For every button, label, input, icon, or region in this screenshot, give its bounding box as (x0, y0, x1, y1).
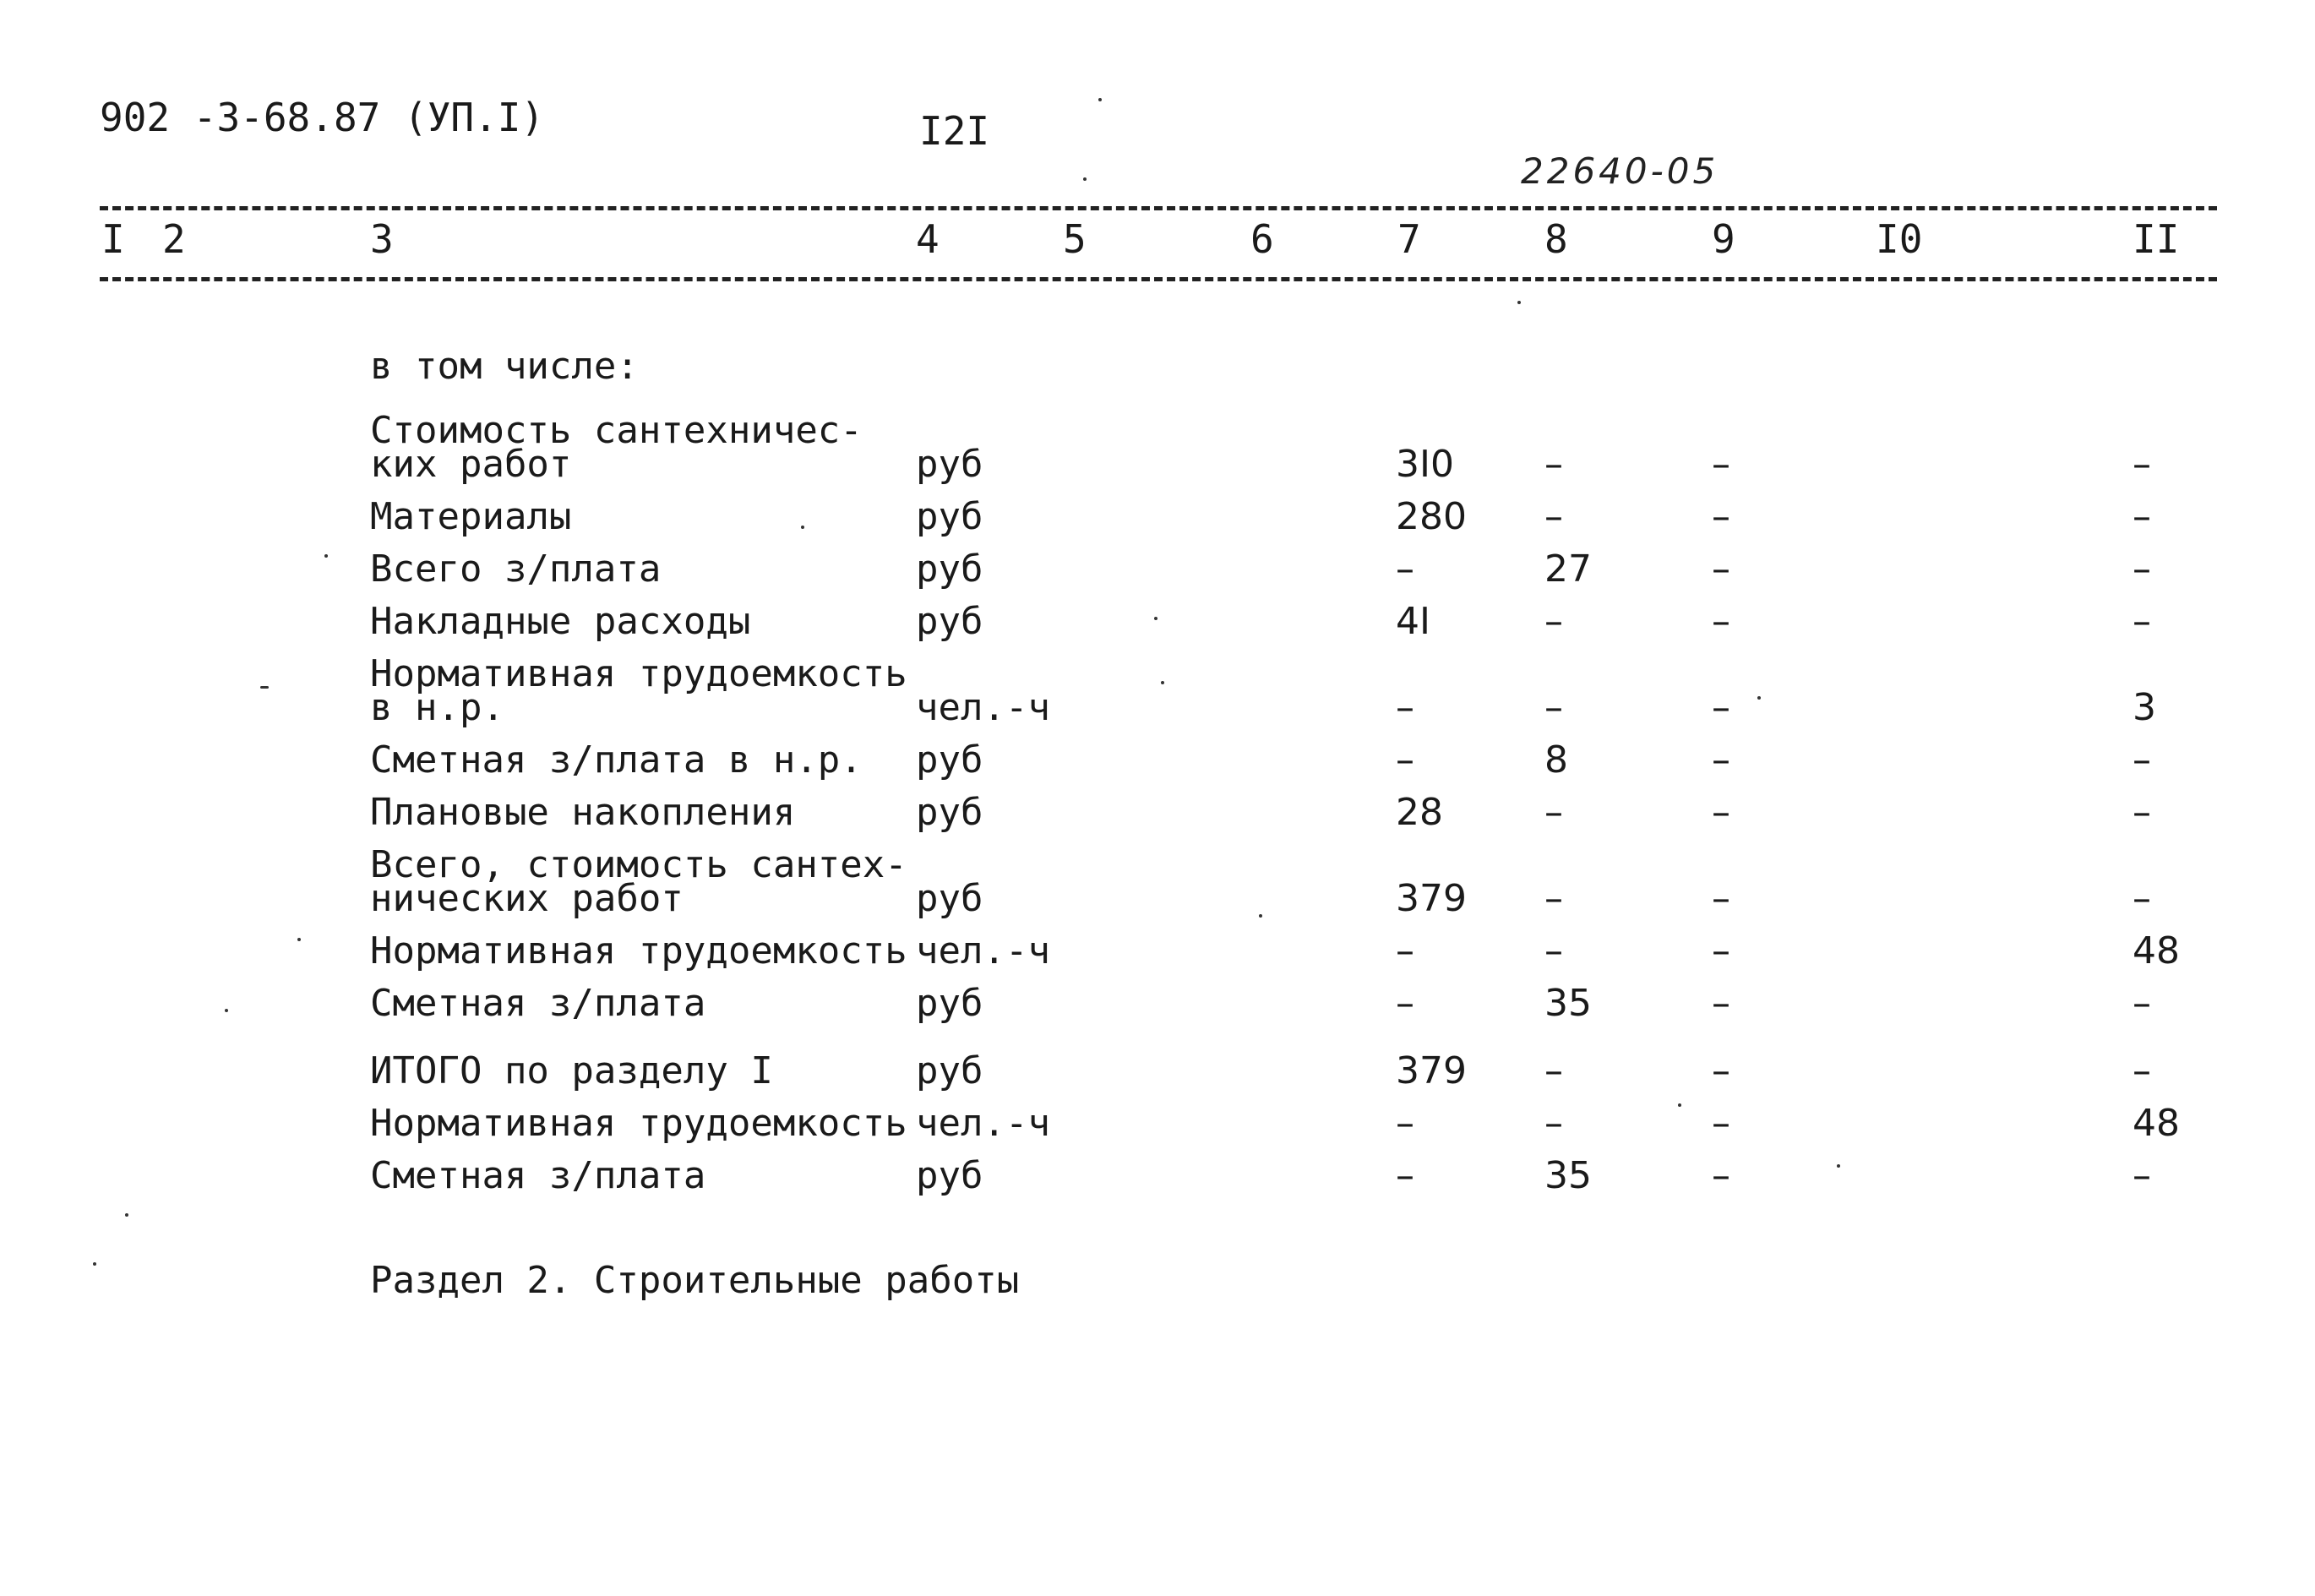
row-label: Плановые накопления (370, 791, 796, 834)
scan-speck (1259, 914, 1262, 918)
scan-speck (297, 938, 301, 941)
row-label: Материалы (370, 495, 572, 538)
row-value-col11: – (2133, 738, 2151, 782)
row-value-col11: 48 (2133, 1102, 2180, 1145)
column-number-1: I (101, 216, 125, 262)
row-unit: руб (916, 982, 983, 1025)
row-unit: руб (916, 1154, 983, 1197)
scan-speck (1678, 1103, 1681, 1107)
row-value-col11: 3 (2133, 686, 2156, 729)
row-label: Всего, стоимость сантех- (370, 843, 907, 886)
row-value-col9: – (1712, 547, 1730, 591)
row-value-col7: 379 (1396, 1049, 1467, 1092)
scan-speck (1083, 177, 1087, 181)
row-value-col7: – (1396, 982, 1414, 1025)
row-value-col7: – (1396, 547, 1414, 591)
row-unit: руб (916, 877, 983, 920)
row-value-col8: 35 (1544, 982, 1592, 1025)
column-number-2: 2 (162, 216, 186, 262)
row-value-col9: – (1712, 495, 1730, 538)
row-label: ИТОГО по разделу I (370, 1049, 773, 1092)
row-value-col8: 27 (1544, 547, 1592, 591)
row-value-col8: – (1544, 877, 1563, 920)
row-value-col8: – (1544, 495, 1563, 538)
row-value-col8: – (1544, 791, 1563, 834)
scan-speck (1757, 696, 1761, 700)
scan-speck (93, 1262, 96, 1266)
scan-speck (260, 686, 269, 689)
scan-speck (1154, 617, 1158, 620)
row-label: Всего з/плата (370, 547, 662, 591)
row-value-col9: – (1712, 1154, 1730, 1197)
row-value-col8: – (1544, 929, 1563, 972)
row-value-col7: 28 (1396, 791, 1443, 834)
column-number-5: 5 (1063, 216, 1087, 262)
scan-speck (125, 1213, 128, 1217)
scan-speck (801, 526, 804, 529)
row-label-continuation: нических работ (370, 877, 684, 920)
row-label: Накладные расходы (370, 600, 751, 643)
row-label: Сметная з/плата (370, 982, 706, 1025)
row-unit: руб (916, 600, 983, 643)
row-value-col11: – (2133, 877, 2151, 920)
row-unit: руб (916, 791, 983, 834)
row-label: Стоимость сантехничес- (370, 409, 863, 452)
row-value-col7: – (1396, 686, 1414, 729)
row-value-col11: – (2133, 1049, 2151, 1092)
row-unit: чел.-ч (916, 1102, 1050, 1145)
row-value-col11: – (2133, 1154, 2151, 1197)
row-value-col11: – (2133, 547, 2151, 591)
row-unit: руб (916, 495, 983, 538)
column-number-4: 4 (916, 216, 940, 262)
row-value-col8: – (1544, 443, 1563, 486)
row-unit: руб (916, 1049, 983, 1092)
column-number-3: 3 (370, 216, 394, 262)
scan-speck (1098, 98, 1102, 101)
row-label-continuation: в н.р. (370, 686, 504, 729)
row-value-col8: – (1544, 1102, 1563, 1145)
column-number-10: I0 (1876, 216, 1923, 262)
row-label: Нормативная трудоемкость (370, 929, 907, 972)
row-value-col11: 48 (2133, 929, 2180, 972)
row-value-col9: – (1712, 738, 1730, 782)
column-number-7: 7 (1397, 216, 1421, 262)
intro-text: в том числе: (370, 345, 639, 388)
row-value-col9: – (1712, 1102, 1730, 1145)
document-code: 902 -3-68.87 (УП.I) (100, 95, 545, 140)
row-value-col8: – (1544, 1049, 1563, 1092)
column-number-6: 6 (1250, 216, 1274, 262)
scan-speck (324, 554, 328, 558)
row-value-col8: – (1544, 686, 1563, 729)
scan-speck (1517, 301, 1521, 304)
row-unit: руб (916, 443, 983, 486)
row-value-col7: – (1396, 929, 1414, 972)
row-value-col11: – (2133, 791, 2151, 834)
row-value-col9: – (1712, 600, 1730, 643)
row-value-col11: – (2133, 495, 2151, 538)
row-value-col7: – (1396, 1154, 1414, 1197)
row-value-col7: 379 (1396, 877, 1467, 920)
row-label: Сметная з/плата в н.р. (370, 738, 863, 782)
row-value-col9: – (1712, 686, 1730, 729)
row-value-col7: – (1396, 1102, 1414, 1145)
row-value-col7: 4I (1396, 600, 1430, 643)
row-label: Нормативная трудоемкость (370, 1102, 907, 1145)
row-label: Сметная з/плата (370, 1154, 706, 1197)
row-value-col7: 3I0 (1396, 443, 1454, 486)
scan-speck (1837, 1164, 1840, 1168)
column-number-9: 9 (1712, 216, 1735, 262)
row-value-col8: 8 (1544, 738, 1568, 782)
row-unit: руб (916, 738, 983, 782)
row-value-col7: – (1396, 738, 1414, 782)
row-unit: чел.-ч (916, 929, 1050, 972)
scan-speck (225, 1009, 228, 1012)
column-number-8: 8 (1544, 216, 1568, 262)
row-label: Нормативная трудоемкость (370, 652, 907, 695)
row-value-col9: – (1712, 443, 1730, 486)
row-unit: руб (916, 547, 983, 591)
column-number-11: II (2133, 216, 2180, 262)
header-top-rule (100, 206, 2217, 210)
row-value-col11: – (2133, 982, 2151, 1025)
row-unit: чел.-ч (916, 686, 1050, 729)
row-value-col8: 35 (1544, 1154, 1592, 1197)
row-value-col9: – (1712, 877, 1730, 920)
row-value-col9: – (1712, 982, 1730, 1025)
scan-speck (1161, 681, 1164, 684)
row-value-col11: – (2133, 600, 2151, 643)
page-number: I2I (919, 108, 990, 154)
row-value-col9: – (1712, 929, 1730, 972)
handwritten-stamp: 22640-05 (1521, 150, 1719, 192)
row-value-col8: – (1544, 600, 1563, 643)
row-value-col7: 280 (1396, 495, 1467, 538)
section-heading: Раздел 2. Строительные работы (370, 1259, 1020, 1302)
row-value-col11: – (2133, 443, 2151, 486)
row-label-continuation: ких работ (370, 443, 572, 486)
row-value-col9: – (1712, 791, 1730, 834)
header-bottom-rule (100, 277, 2217, 281)
row-value-col9: – (1712, 1049, 1730, 1092)
